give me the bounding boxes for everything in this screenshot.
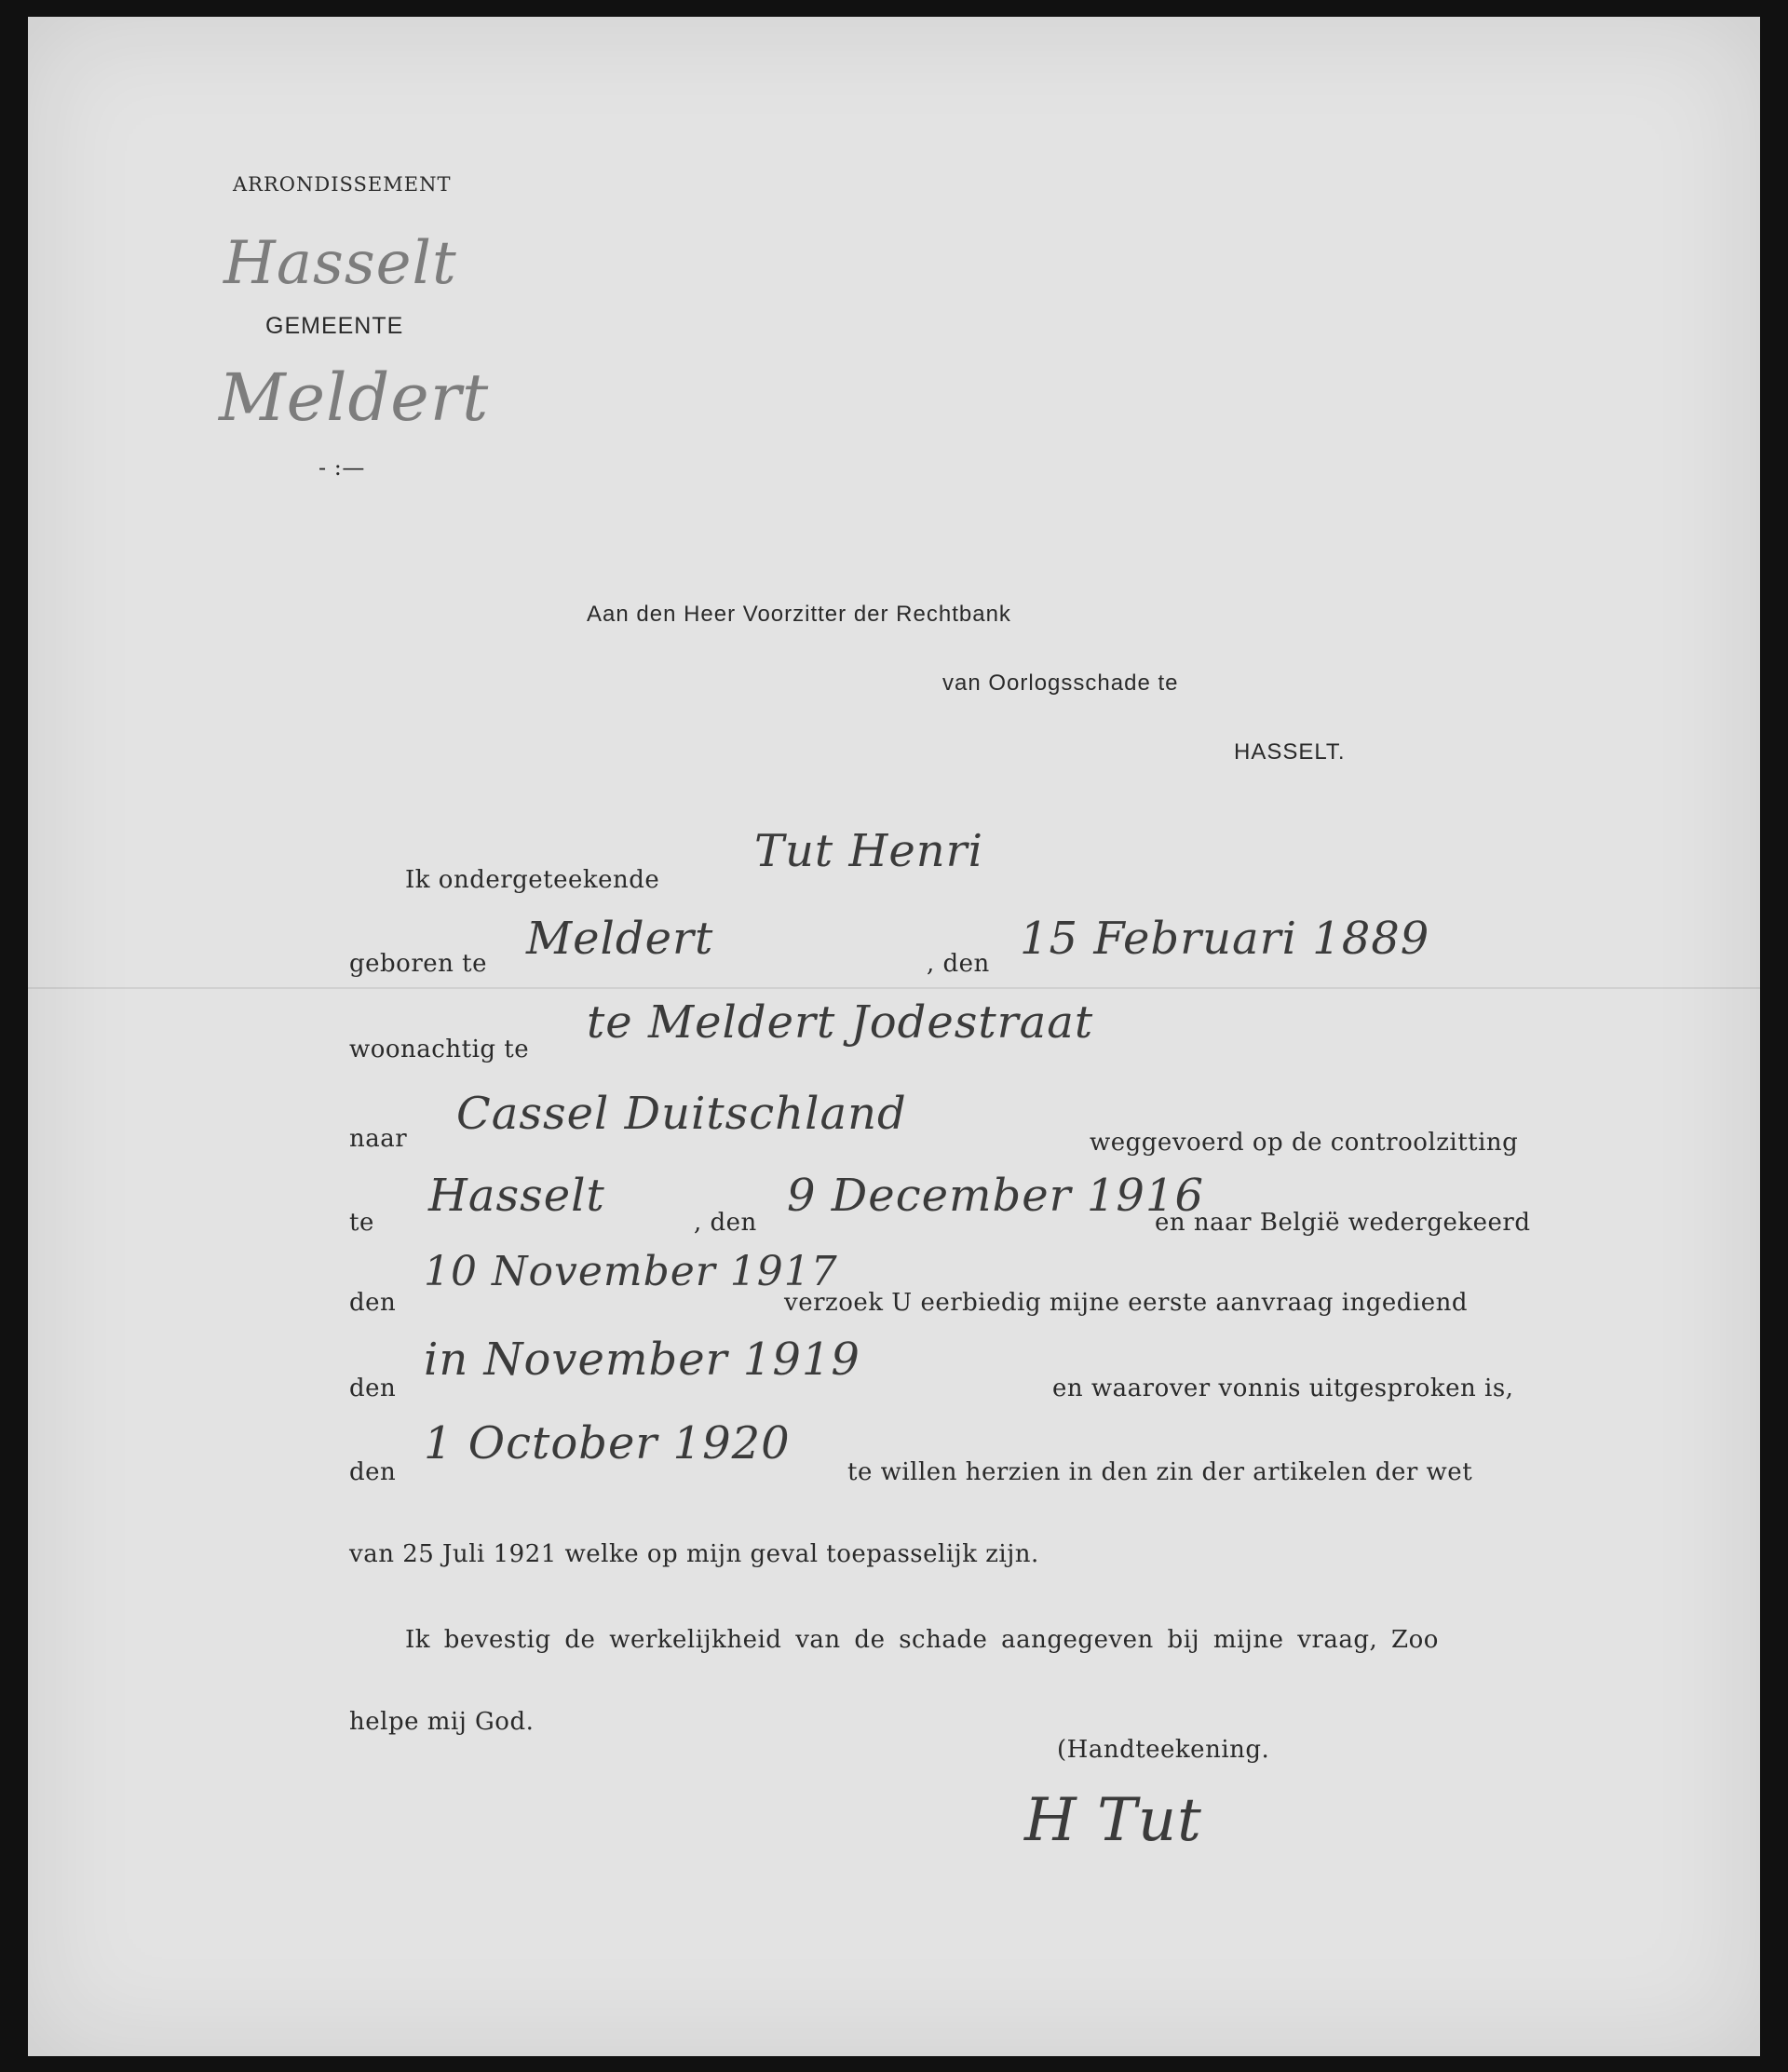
addressee-line-1: Aan den Heer Voorzitter der Rechtbank xyxy=(587,602,1011,627)
born-label: geboren te xyxy=(349,950,487,978)
deported-to-label: naar xyxy=(349,1125,408,1153)
law-reference: van 25 Juli 1921 welke op mijn geval toepasselijk zijn. xyxy=(349,1540,1039,1568)
signature-label: (Handteekening. xyxy=(1057,1736,1270,1764)
request-suffix: verzoek U eerbiedig mijne eerste aanvraag ingediend xyxy=(784,1289,1469,1317)
deported-to-value: Cassel Duitschland xyxy=(456,1088,907,1140)
return-date: 10 November 1917 xyxy=(424,1248,838,1295)
deportation-date: 9 December 1916 xyxy=(787,1170,1204,1222)
affirmation-line-2: helpe mij God. xyxy=(349,1708,535,1736)
affirmation-line-1: Ik bevestig de werkelijkheid van de schade aangegeven bij mijne vraag, Zoo xyxy=(405,1626,1439,1654)
arrondissement-value: Hasselt xyxy=(224,229,457,298)
verdict-date: 1 October 1920 xyxy=(424,1417,791,1469)
residence-value: te Meldert Jodestraat xyxy=(587,996,1094,1049)
arrondissement-label: ARRONDISSEMENT xyxy=(233,173,452,196)
filed-date: in November 1919 xyxy=(424,1334,860,1386)
residence-label: woonachtig te xyxy=(349,1036,530,1063)
gemeente-label: GEMEENTE xyxy=(265,313,404,339)
born-date: 15 Februari 1889 xyxy=(1020,913,1430,965)
control-den-label: , den xyxy=(694,1209,757,1237)
filed-den-label: den xyxy=(349,1375,397,1402)
deported-suffix: weggevoerd op de controolzitting xyxy=(1090,1129,1519,1157)
review-suffix: te willen herzien in den zin der artikelen der wet xyxy=(847,1458,1473,1486)
born-den-label: , den xyxy=(927,950,990,978)
signature: H Tut xyxy=(1024,1786,1202,1855)
returned-suffix: en naar België wedergekeerd xyxy=(1155,1209,1531,1237)
gemeente-value: Meldert xyxy=(219,359,490,436)
undersigned-label: Ik ondergeteekende xyxy=(405,866,660,894)
control-place: Hasselt xyxy=(428,1170,605,1222)
addressee-line-2: van Oorlogsschade te xyxy=(942,670,1179,696)
document-sheet xyxy=(28,17,1760,2056)
header-separator: - :— xyxy=(318,454,365,481)
verdict-den-label: den xyxy=(349,1458,397,1486)
control-place-label: te xyxy=(349,1209,374,1237)
addressee-line-3: HASSELT. xyxy=(1234,739,1346,765)
undersigned-name: Tut Henri xyxy=(754,825,983,877)
born-place: Meldert xyxy=(526,913,714,965)
return-den-label: den xyxy=(349,1289,397,1317)
verdict-suffix: en waarover vonnis uitgesproken is, xyxy=(1052,1375,1514,1402)
